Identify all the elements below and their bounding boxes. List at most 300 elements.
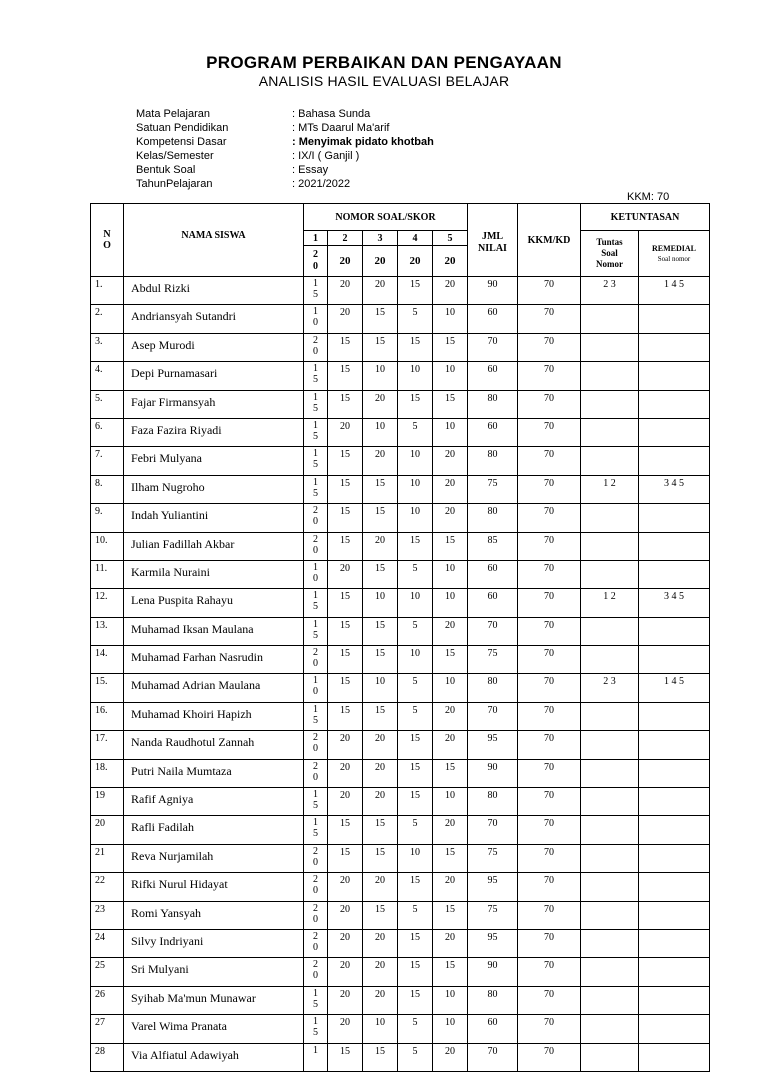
question-5-header: 5	[433, 231, 468, 246]
score-q3: 20	[363, 788, 398, 816]
table-row	[91, 646, 710, 674]
score-q1	[304, 986, 328, 1014]
table-row	[91, 759, 710, 787]
score-q5: 15	[433, 390, 468, 418]
score-q5: 15	[433, 646, 468, 674]
row-number: 20	[91, 816, 124, 844]
remedial-value	[639, 731, 710, 759]
meta-label: Kelas/Semester	[136, 150, 214, 162]
total-score: 60	[468, 589, 518, 617]
student-name: Asep Murodi	[124, 333, 304, 361]
score-table	[90, 203, 710, 1072]
score-q1	[304, 418, 328, 446]
tuntas-value	[581, 816, 639, 844]
meta-value: : IX/I ( Ganjil )	[292, 150, 360, 162]
row-number: 25	[91, 958, 124, 986]
score-q5: 15	[433, 532, 468, 560]
question-1-header: 1	[304, 231, 328, 246]
score-q5: 10	[433, 589, 468, 617]
kkm-value: 70	[518, 674, 581, 702]
col-remedial-header	[639, 231, 710, 277]
score-q1-text: 1 5	[313, 618, 318, 641]
score-q1-text: 2 0	[313, 732, 318, 755]
question-2-header: 2	[328, 231, 363, 246]
kkm-value: 70	[518, 986, 581, 1014]
score-q1-text: 2 0	[313, 930, 318, 953]
score-q5: 10	[433, 305, 468, 333]
score-q5: 20	[433, 816, 468, 844]
score-q3: 20	[363, 731, 398, 759]
score-q2: 20	[328, 305, 363, 333]
total-score: 95	[468, 929, 518, 957]
total-score: 80	[468, 390, 518, 418]
tuntas-value	[581, 1015, 639, 1043]
max-score-1-label: 2 0	[313, 249, 318, 272]
remedial-value: 1 4 5	[639, 277, 710, 305]
table-row	[91, 617, 710, 645]
score-q2: 15	[328, 816, 363, 844]
student-name: Silvy Indriyani	[124, 929, 304, 957]
table-row	[91, 560, 710, 588]
score-q4: 5	[398, 816, 433, 844]
total-score: 75	[468, 901, 518, 929]
tuntas-value	[581, 788, 639, 816]
remedial-value	[639, 532, 710, 560]
kkm-value: 70	[518, 731, 581, 759]
kkm-value: 70	[518, 560, 581, 588]
remedial-value: 3 4 5	[639, 475, 710, 503]
score-q4: 15	[398, 929, 433, 957]
remedial-value: 3 4 5	[639, 589, 710, 617]
score-q2: 20	[328, 560, 363, 588]
total-score: 80	[468, 504, 518, 532]
table-row	[91, 731, 710, 759]
col-tuntas-label: Tuntas Soal Nomor	[596, 237, 623, 269]
score-q2: 20	[328, 958, 363, 986]
kkm-value: 70	[518, 447, 581, 475]
score-q4: 10	[398, 475, 433, 503]
student-name: Faza Fazira Riyadi	[124, 418, 304, 446]
table-row	[91, 702, 710, 730]
score-q1-text: 1 5	[313, 987, 318, 1010]
score-q1-text: 2 0	[313, 959, 318, 982]
score-q5: 20	[433, 447, 468, 475]
score-q5: 10	[433, 362, 468, 390]
kkm-value: 70	[518, 958, 581, 986]
score-q4: 5	[398, 1043, 433, 1071]
kkm-value: 70	[518, 589, 581, 617]
score-q3: 15	[363, 305, 398, 333]
student-name: Andriansyah Sutandri	[124, 305, 304, 333]
meta-info	[136, 107, 536, 191]
score-q1	[304, 816, 328, 844]
score-q1-text: 1 5	[313, 476, 318, 499]
score-q1	[304, 362, 328, 390]
score-q2: 15	[328, 646, 363, 674]
meta-row	[136, 121, 536, 135]
score-q1	[304, 929, 328, 957]
student-name: Rafli Fadilah	[124, 816, 304, 844]
student-name: Sri Mulyani	[124, 958, 304, 986]
score-q5: 10	[433, 986, 468, 1014]
score-q5: 10	[433, 560, 468, 588]
page-title: PROGRAM PERBAIKAN DAN PENGAYAAN	[206, 53, 562, 72]
student-name: Muhamad Farhan Nasrudin	[124, 646, 304, 674]
score-q2: 20	[328, 277, 363, 305]
table-row	[91, 986, 710, 1014]
tuntas-value: 2 3	[581, 674, 639, 702]
question-4-header: 4	[398, 231, 433, 246]
score-q1-text: 1 5	[313, 448, 318, 471]
score-q1-text: 1 0	[313, 306, 318, 329]
score-q2: 15	[328, 362, 363, 390]
row-number: 18.	[91, 759, 124, 787]
score-q1-text: 2 0	[313, 533, 318, 556]
score-q2: 20	[328, 901, 363, 929]
row-number: 17.	[91, 731, 124, 759]
row-number: 27	[91, 1015, 124, 1043]
score-q2: 20	[328, 418, 363, 446]
tuntas-value	[581, 901, 639, 929]
score-q2: 15	[328, 589, 363, 617]
remedial-value	[639, 844, 710, 872]
total-score: 85	[468, 532, 518, 560]
total-score: 75	[468, 646, 518, 674]
remedial-value	[639, 929, 710, 957]
tuntas-value: 1 2	[581, 589, 639, 617]
total-score: 60	[468, 418, 518, 446]
score-q3: 15	[363, 901, 398, 929]
remedial-value	[639, 759, 710, 787]
table-row	[91, 816, 710, 844]
score-q5: 10	[433, 674, 468, 702]
tuntas-value	[581, 759, 639, 787]
score-q2: 15	[328, 532, 363, 560]
score-q1-text: 2 0	[313, 874, 318, 897]
kkm-note: KKM: 70	[627, 191, 670, 203]
score-q2: 20	[328, 759, 363, 787]
remedial-value	[639, 560, 710, 588]
tuntas-value	[581, 929, 639, 957]
score-q1	[304, 646, 328, 674]
remedial-value	[639, 788, 710, 816]
score-q2: 15	[328, 504, 363, 532]
student-name: Rifki Nurul Hidayat	[124, 873, 304, 901]
row-number: 9.	[91, 504, 124, 532]
row-number: 28	[91, 1043, 124, 1071]
score-q4: 5	[398, 674, 433, 702]
score-q1-text: 1 5	[313, 391, 318, 414]
remedial-value	[639, 958, 710, 986]
kkm-value: 70	[518, 305, 581, 333]
page-subtitle: ANALISIS HASIL EVALUASI BELAJAR	[258, 73, 510, 89]
table-row	[91, 788, 710, 816]
student-name: Muhamad Khoiri Hapizh	[124, 702, 304, 730]
score-q4: 5	[398, 617, 433, 645]
meta-row	[136, 149, 536, 163]
score-q1	[304, 277, 328, 305]
row-number: 12.	[91, 589, 124, 617]
row-number: 21	[91, 844, 124, 872]
tuntas-value: 1 2	[581, 475, 639, 503]
tuntas-value	[581, 390, 639, 418]
meta-row	[136, 163, 536, 177]
meta-row	[136, 177, 536, 191]
max-score-5: 20	[433, 246, 468, 277]
score-q2: 15	[328, 333, 363, 361]
score-q4: 15	[398, 731, 433, 759]
table-row	[91, 1015, 710, 1043]
kkm-value: 70	[518, 759, 581, 787]
score-q1	[304, 532, 328, 560]
score-q1-text: 1	[313, 1044, 318, 1056]
total-score: 70	[468, 1043, 518, 1071]
table-row	[91, 277, 710, 305]
col-jml-label: JML NILAI	[478, 231, 507, 254]
score-q2: 15	[328, 617, 363, 645]
total-score: 80	[468, 788, 518, 816]
tuntas-value	[581, 362, 639, 390]
total-score: 60	[468, 305, 518, 333]
kkm-value: 70	[518, 816, 581, 844]
score-q4: 15	[398, 759, 433, 787]
row-number: 15.	[91, 674, 124, 702]
row-number: 11.	[91, 560, 124, 588]
score-q2: 15	[328, 844, 363, 872]
score-q4: 15	[398, 788, 433, 816]
score-q3: 15	[363, 475, 398, 503]
kkm-value: 70	[518, 418, 581, 446]
student-name: Lena Puspita Rahayu	[124, 589, 304, 617]
kkm-value: 70	[518, 1043, 581, 1071]
total-score: 70	[468, 333, 518, 361]
score-q4: 10	[398, 362, 433, 390]
remedial-value	[639, 986, 710, 1014]
score-q5: 20	[433, 277, 468, 305]
table-row	[91, 901, 710, 929]
score-q4: 15	[398, 277, 433, 305]
score-q3: 15	[363, 646, 398, 674]
score-q1	[304, 617, 328, 645]
kkm-value: 70	[518, 504, 581, 532]
score-q3: 20	[363, 759, 398, 787]
table-row	[91, 958, 710, 986]
remedial-value	[639, 362, 710, 390]
row-number: 26	[91, 986, 124, 1014]
score-q4: 10	[398, 589, 433, 617]
total-score: 80	[468, 447, 518, 475]
score-q4: 15	[398, 958, 433, 986]
row-number: 2.	[91, 305, 124, 333]
score-q3: 20	[363, 986, 398, 1014]
score-q5: 10	[433, 1015, 468, 1043]
score-q1	[304, 1015, 328, 1043]
score-q1-text: 1 5	[313, 419, 318, 442]
student-name: Rafif Agniya	[124, 788, 304, 816]
col-remedial-label: REMEDIAL	[651, 243, 696, 253]
table-row	[91, 418, 710, 446]
meta-value: : Menyimak pidato khotbah	[292, 136, 434, 148]
score-q2: 15	[328, 447, 363, 475]
tuntas-value	[581, 1043, 639, 1071]
tuntas-value	[581, 958, 639, 986]
kkm-value: 70	[518, 475, 581, 503]
student-name: Depi Purnamasari	[124, 362, 304, 390]
kkm-value: 70	[518, 333, 581, 361]
student-name: Ilham Nugroho	[124, 475, 304, 503]
total-score: 90	[468, 277, 518, 305]
student-name: Putri Naila Mumtaza	[124, 759, 304, 787]
tuntas-value	[581, 504, 639, 532]
tuntas-value	[581, 844, 639, 872]
table-row	[91, 674, 710, 702]
table-row	[91, 305, 710, 333]
row-number: 8.	[91, 475, 124, 503]
score-q3: 20	[363, 929, 398, 957]
meta-value: : Essay	[292, 164, 329, 176]
score-q4: 10	[398, 504, 433, 532]
col-no-header	[91, 204, 124, 277]
score-q4: 5	[398, 418, 433, 446]
tuntas-value	[581, 333, 639, 361]
total-score: 70	[468, 702, 518, 730]
total-score: 90	[468, 958, 518, 986]
tuntas-value	[581, 560, 639, 588]
score-q2: 15	[328, 674, 363, 702]
tuntas-value	[581, 617, 639, 645]
score-q1-text: 1 5	[313, 590, 318, 613]
score-q1	[304, 873, 328, 901]
student-name: Febri Mulyana	[124, 447, 304, 475]
score-q2: 15	[328, 702, 363, 730]
kkm-value: 70	[518, 532, 581, 560]
score-q5: 15	[433, 958, 468, 986]
tuntas-value	[581, 731, 639, 759]
meta-label: Kompetensi Dasar	[136, 136, 227, 148]
score-q3: 20	[363, 958, 398, 986]
score-q5: 20	[433, 504, 468, 532]
score-q4: 5	[398, 901, 433, 929]
score-q4: 10	[398, 646, 433, 674]
nomor-soal-header: NOMOR SOAL/SKOR	[304, 204, 468, 231]
score-q1	[304, 560, 328, 588]
score-q3: 20	[363, 873, 398, 901]
score-q4: 5	[398, 560, 433, 588]
row-number: 24	[91, 929, 124, 957]
student-name: Abdul Rizki	[124, 277, 304, 305]
student-name: Muhamad Adrian Maulana	[124, 674, 304, 702]
score-q1	[304, 958, 328, 986]
score-q5: 20	[433, 617, 468, 645]
total-score: 70	[468, 816, 518, 844]
score-q3: 15	[363, 1043, 398, 1071]
remedial-value	[639, 305, 710, 333]
student-name: Varel Wima Pranata	[124, 1015, 304, 1043]
score-q2: 20	[328, 929, 363, 957]
row-number: 19	[91, 788, 124, 816]
tuntas-value	[581, 447, 639, 475]
row-number: 1.	[91, 277, 124, 305]
remedial-value	[639, 1043, 710, 1071]
max-score-3: 20	[363, 246, 398, 277]
table-row	[91, 333, 710, 361]
score-q1	[304, 305, 328, 333]
row-number: 14.	[91, 646, 124, 674]
kkm-value: 70	[518, 646, 581, 674]
tuntas-value	[581, 305, 639, 333]
student-name: Reva Nurjamilah	[124, 844, 304, 872]
score-q3: 10	[363, 1015, 398, 1043]
score-q3: 15	[363, 617, 398, 645]
score-q1	[304, 759, 328, 787]
score-q5: 20	[433, 1043, 468, 1071]
score-q5: 10	[433, 418, 468, 446]
table-row	[91, 532, 710, 560]
kkm-value: 70	[518, 702, 581, 730]
tuntas-value	[581, 418, 639, 446]
max-score-2: 20	[328, 246, 363, 277]
remedial-value: 1 4 5	[639, 674, 710, 702]
student-name: Syihab Ma'mun Munawar	[124, 986, 304, 1014]
row-number: 4.	[91, 362, 124, 390]
score-q3: 15	[363, 816, 398, 844]
table-row	[91, 390, 710, 418]
tuntas-value	[581, 986, 639, 1014]
score-q5: 15	[433, 333, 468, 361]
row-number: 6.	[91, 418, 124, 446]
kkm-value: 70	[518, 390, 581, 418]
score-q5: 15	[433, 759, 468, 787]
score-q3: 10	[363, 674, 398, 702]
score-q1	[304, 1043, 328, 1071]
score-q4: 5	[398, 702, 433, 730]
remedial-value	[639, 504, 710, 532]
meta-label: TahunPelajaran	[136, 178, 213, 190]
tuntas-value	[581, 702, 639, 730]
score-q4: 15	[398, 390, 433, 418]
total-score: 75	[468, 475, 518, 503]
score-q3: 10	[363, 589, 398, 617]
meta-row	[136, 107, 536, 121]
score-q2: 15	[328, 390, 363, 418]
student-name: Romi Yansyah	[124, 901, 304, 929]
score-q5: 20	[433, 702, 468, 730]
tuntas-value	[581, 873, 639, 901]
student-name: Fajar Firmansyah	[124, 390, 304, 418]
kkm-value: 70	[518, 788, 581, 816]
score-q4: 5	[398, 305, 433, 333]
table-row	[91, 589, 710, 617]
score-q1-text: 1 5	[313, 789, 318, 812]
score-q3: 15	[363, 504, 398, 532]
total-score: 60	[468, 1015, 518, 1043]
score-q5: 20	[433, 873, 468, 901]
score-q2: 20	[328, 731, 363, 759]
score-q3: 20	[363, 447, 398, 475]
student-name: Indah Yuliantini	[124, 504, 304, 532]
remedial-value	[639, 646, 710, 674]
row-number: 3.	[91, 333, 124, 361]
table-row	[91, 873, 710, 901]
remedial-value	[639, 702, 710, 730]
row-number: 5.	[91, 390, 124, 418]
meta-label: Mata Pelajaran	[136, 108, 210, 120]
row-number: 16.	[91, 702, 124, 730]
col-remedial-sublabel: Soal nomor	[657, 254, 691, 263]
table-row	[91, 362, 710, 390]
student-name: Julian Fadillah Akbar	[124, 532, 304, 560]
score-q1-text: 1 5	[313, 1016, 318, 1039]
